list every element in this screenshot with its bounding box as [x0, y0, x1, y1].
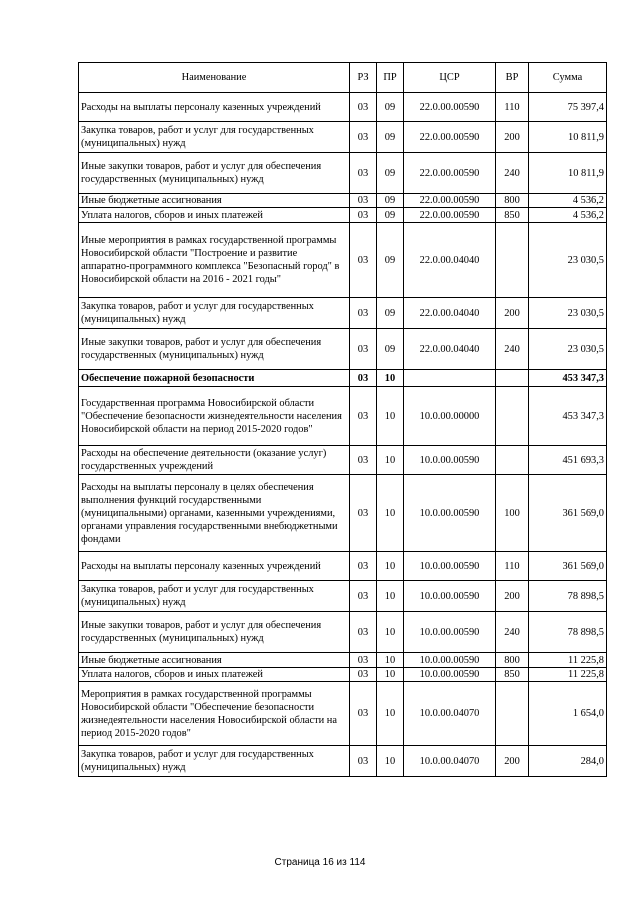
cell-rz: 03 [350, 682, 377, 746]
cell-pr: 09 [377, 194, 404, 208]
cell-csr: 10.0.00.00590 [404, 612, 496, 653]
cell-sum: 10 811,9 [529, 122, 607, 153]
table-row [79, 475, 607, 552]
cell-vr [496, 370, 529, 387]
cell-pr: 09 [377, 223, 404, 298]
cell-csr: 10.0.00.00000 [404, 387, 496, 446]
cell-name: Иные закупки товаров, работ и услуг для обеспечения государственных (муниципальных) нужд [79, 612, 350, 653]
cell-name: Иные закупки товаров, работ и услуг для обеспечения государственных (муниципальных) нужд [79, 153, 350, 194]
cell-csr: 10.0.00.00590 [404, 552, 496, 581]
cell-rz: 03 [350, 329, 377, 370]
cell-csr: 10.0.00.04070 [404, 746, 496, 777]
cell-pr: 09 [377, 153, 404, 194]
cell-name: Иные мероприятия в рамках государственной программы Новосибирской области "Построение и развитие аппаратно-программного комплекса "Безопасный город" в Новосибирской области на 2016 - 2021 годы" [79, 223, 350, 298]
cell-sum: 78 898,5 [529, 581, 607, 612]
table-row [79, 153, 607, 194]
cell-vr [496, 446, 529, 475]
cell-vr: 800 [496, 194, 529, 208]
table-row [79, 581, 607, 612]
header-row [79, 63, 607, 93]
table-body [79, 93, 607, 777]
cell-rz: 03 [350, 581, 377, 612]
table-row [79, 329, 607, 370]
cell-vr [496, 223, 529, 298]
cell-pr: 10 [377, 581, 404, 612]
table-row [79, 552, 607, 581]
table-row [79, 194, 607, 208]
cell-vr: 100 [496, 475, 529, 552]
cell-pr: 10 [377, 653, 404, 668]
cell-pr: 10 [377, 668, 404, 682]
header-rz: РЗ [350, 63, 377, 93]
cell-sum: 284,0 [529, 746, 607, 777]
table-row [79, 223, 607, 298]
cell-vr: 800 [496, 653, 529, 668]
table-row [79, 208, 607, 223]
table-row [79, 122, 607, 153]
header-csr: ЦСР [404, 63, 496, 93]
cell-rz: 03 [350, 387, 377, 446]
table-row [79, 298, 607, 329]
cell-sum: 453 347,3 [529, 387, 607, 446]
cell-sum: 453 347,3 [529, 370, 607, 387]
table-row [79, 746, 607, 777]
cell-csr: 22.0.00.00590 [404, 93, 496, 122]
cell-rz: 03 [350, 612, 377, 653]
cell-name: Расходы на выплаты персоналу казенных учреждений [79, 93, 350, 122]
cell-sum: 451 693,3 [529, 446, 607, 475]
table-row [79, 93, 607, 122]
cell-pr: 10 [377, 682, 404, 746]
cell-pr: 09 [377, 122, 404, 153]
cell-csr: 22.0.00.00590 [404, 208, 496, 223]
cell-name: Иные закупки товаров, работ и услуг для обеспечения государственных (муниципальных) нужд [79, 329, 350, 370]
cell-pr: 09 [377, 93, 404, 122]
cell-sum: 23 030,5 [529, 298, 607, 329]
cell-vr: 110 [496, 93, 529, 122]
cell-pr: 10 [377, 370, 404, 387]
cell-name: Расходы на выплаты персоналу казенных учреждений [79, 552, 350, 581]
cell-sum: 361 569,0 [529, 475, 607, 552]
cell-vr: 850 [496, 668, 529, 682]
cell-vr: 200 [496, 122, 529, 153]
cell-rz: 03 [350, 552, 377, 581]
cell-pr: 10 [377, 446, 404, 475]
cell-rz: 03 [350, 298, 377, 329]
cell-csr: 22.0.00.00590 [404, 194, 496, 208]
cell-rz: 03 [350, 208, 377, 223]
table-row [79, 668, 607, 682]
cell-name: Обеспечение пожарной безопасности [79, 370, 350, 387]
cell-name: Закупка товаров, работ и услуг для государственных (муниципальных) нужд [79, 746, 350, 777]
cell-vr: 240 [496, 612, 529, 653]
cell-vr: 110 [496, 552, 529, 581]
cell-name: Иные бюджетные ассигнования [79, 194, 350, 208]
header-sum: Сумма [529, 63, 607, 93]
header-pr: ПР [377, 63, 404, 93]
cell-rz: 03 [350, 122, 377, 153]
cell-csr [404, 370, 496, 387]
cell-name: Закупка товаров, работ и услуг для государственных (муниципальных) нужд [79, 581, 350, 612]
cell-pr: 09 [377, 208, 404, 223]
cell-name: Государственная программа Новосибирской области "Обеспечение безопасности жизнедеятельности населения Новосибирской области на период 2015-2020 годов" [79, 387, 350, 446]
cell-rz: 03 [350, 153, 377, 194]
cell-vr: 850 [496, 208, 529, 223]
cell-csr: 10.0.00.00590 [404, 653, 496, 668]
budget-table [78, 62, 607, 777]
cell-csr: 10.0.00.00590 [404, 581, 496, 612]
cell-name: Иные бюджетные ассигнования [79, 653, 350, 668]
cell-sum: 4 536,2 [529, 208, 607, 223]
cell-rz: 03 [350, 475, 377, 552]
cell-pr: 10 [377, 612, 404, 653]
cell-vr: 200 [496, 746, 529, 777]
cell-rz: 03 [350, 746, 377, 777]
table-row [79, 446, 607, 475]
cell-sum: 75 397,4 [529, 93, 607, 122]
cell-rz: 03 [350, 93, 377, 122]
cell-rz: 03 [350, 194, 377, 208]
table-row [79, 387, 607, 446]
cell-sum: 361 569,0 [529, 552, 607, 581]
cell-name: Уплата налогов, сборов и иных платежей [79, 668, 350, 682]
cell-sum: 78 898,5 [529, 612, 607, 653]
cell-csr: 22.0.00.04040 [404, 223, 496, 298]
cell-csr: 22.0.00.00590 [404, 153, 496, 194]
cell-sum: 23 030,5 [529, 329, 607, 370]
cell-pr: 10 [377, 746, 404, 777]
cell-vr: 200 [496, 581, 529, 612]
cell-csr: 10.0.00.00590 [404, 668, 496, 682]
cell-vr: 240 [496, 329, 529, 370]
cell-pr: 10 [377, 552, 404, 581]
cell-sum: 4 536,2 [529, 194, 607, 208]
cell-sum: 11 225,8 [529, 668, 607, 682]
table-row [79, 370, 607, 387]
cell-csr: 22.0.00.04040 [404, 329, 496, 370]
table-row [79, 682, 607, 746]
table-row [79, 653, 607, 668]
cell-sum: 1 654,0 [529, 682, 607, 746]
cell-pr: 09 [377, 329, 404, 370]
cell-vr: 200 [496, 298, 529, 329]
cell-name: Уплата налогов, сборов и иных платежей [79, 208, 350, 223]
table-row [79, 612, 607, 653]
header-vr: ВР [496, 63, 529, 93]
cell-sum: 11 225,8 [529, 653, 607, 668]
cell-name: Расходы на обеспечение деятельности (оказание услуг) государственных учреждений [79, 446, 350, 475]
cell-name: Закупка товаров, работ и услуг для государственных (муниципальных) нужд [79, 122, 350, 153]
cell-pr: 10 [377, 475, 404, 552]
cell-csr: 22.0.00.04040 [404, 298, 496, 329]
cell-vr [496, 387, 529, 446]
cell-rz: 03 [350, 370, 377, 387]
cell-vr: 240 [496, 153, 529, 194]
cell-pr: 09 [377, 298, 404, 329]
cell-sum: 23 030,5 [529, 223, 607, 298]
cell-sum: 10 811,9 [529, 153, 607, 194]
cell-csr: 10.0.00.04070 [404, 682, 496, 746]
cell-name: Мероприятия в рамках государственной программы Новосибирской области "Обеспечение безопасности жизнедеятельности населения Новосибирской области на период 2015-2020 годов" [79, 682, 350, 746]
cell-vr [496, 682, 529, 746]
cell-rz: 03 [350, 653, 377, 668]
cell-csr: 10.0.00.00590 [404, 475, 496, 552]
cell-rz: 03 [350, 223, 377, 298]
cell-csr: 22.0.00.00590 [404, 122, 496, 153]
cell-rz: 03 [350, 446, 377, 475]
header-name: Наименование [79, 63, 350, 93]
cell-pr: 10 [377, 387, 404, 446]
cell-name: Расходы на выплаты персоналу в целях обеспечения выполнения функций государственными (муниципальными) органами, казенными учреждениями, органами управления государственными внебюджетными фондами [79, 475, 350, 552]
cell-csr: 10.0.00.00590 [404, 446, 496, 475]
cell-name: Закупка товаров, работ и услуг для государственных (муниципальных) нужд [79, 298, 350, 329]
page-number: Страница 16 из 114 [274, 857, 366, 868]
cell-rz: 03 [350, 668, 377, 682]
